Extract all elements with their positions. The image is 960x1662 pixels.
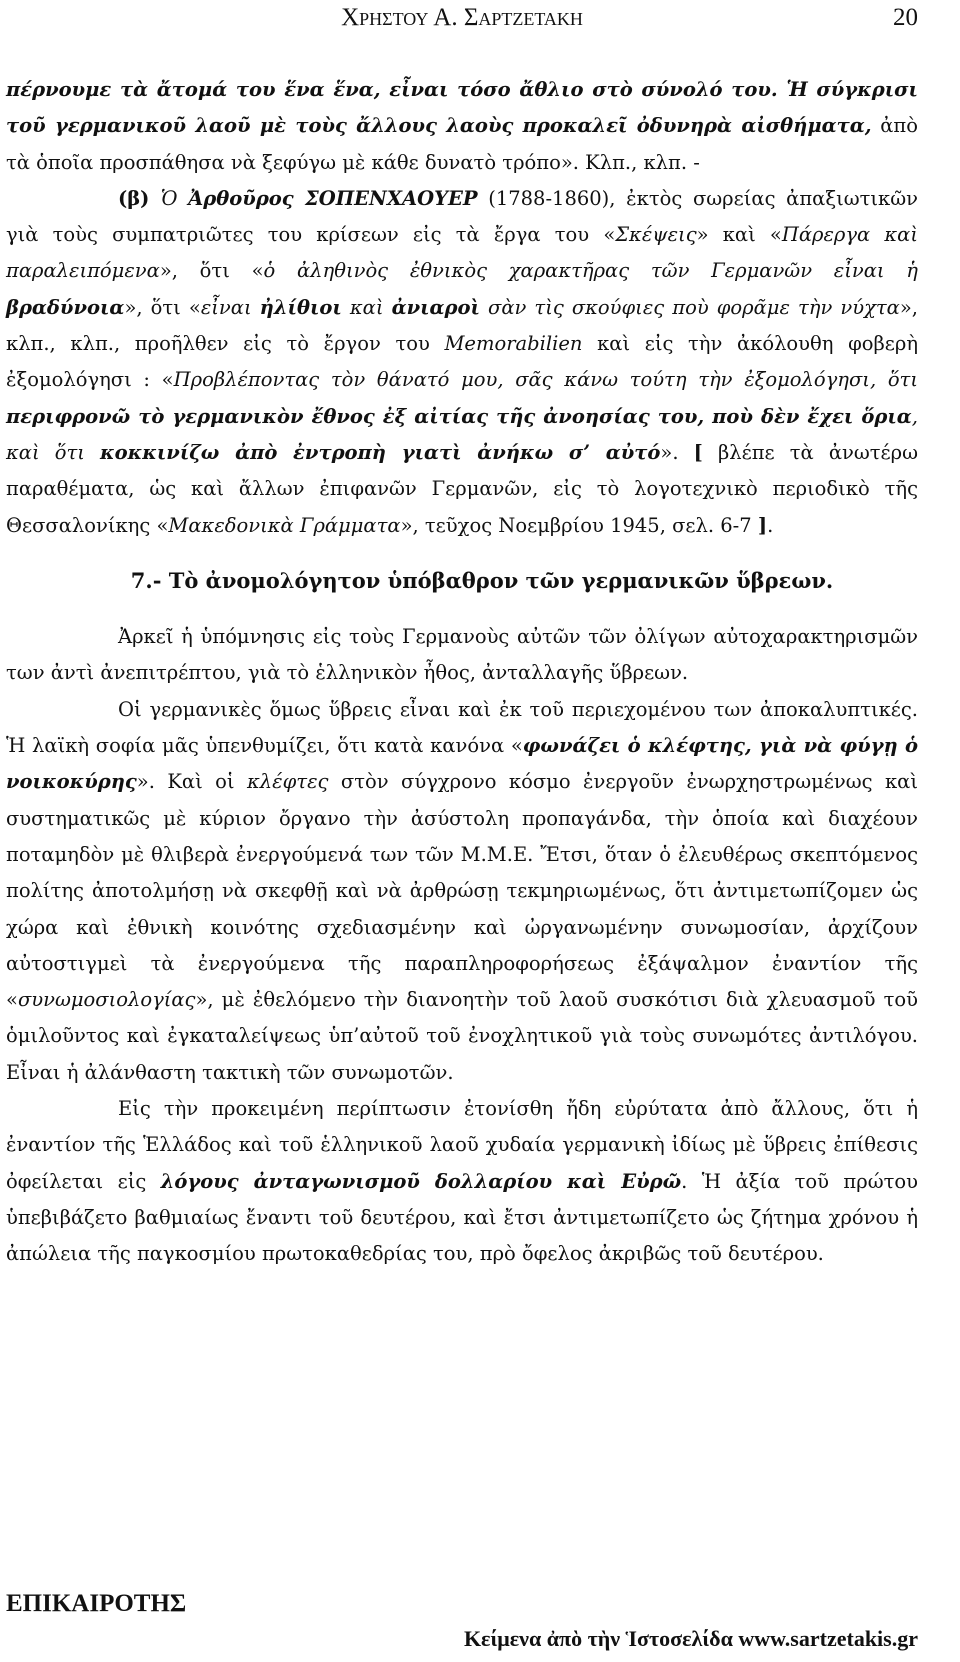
text-run: συνωμοσιολογίας (17, 988, 196, 1012)
text-run: . Ἡ ἀξία τοῦ πρώτου ὑπεβιβάζετο βαθμιαίως ἔναντι τοῦ δευτέρου, καὶ ἔτσι ἀντιμετωπίζετο ὡς ζήτημα χρόνου ἡ ἀπώλεια τῆς παγκοσμίου πρωτοκαθεδρίας του, πρὸ ὄφελος ἀκριβῶς τοῦ δευτέρου. (6, 1169, 918, 1266)
text-run: . (767, 513, 774, 537)
text-run: ] (757, 513, 768, 537)
text-run: », κλπ., κλπ., προῆλθεν εἰς τὸ ἔργον του (6, 295, 918, 356)
text-run: ». Καὶ οἱ (136, 770, 248, 794)
text-run: », μὲ ἐθελόμενο τὴν διανοητὴν τοῦ λαοῦ συσκότισι διὰ χλευασμοῦ τοῦ ὁμιλοῦντος καὶ ἐγκαταλείψεως ὑπ’αὐτοῦ τοῦ ἐνοχλητικοῦ γιὰ τοὺς συνωμότες ἀντιλόγου. Εἶναι ἡ ἀλάνθαστη τακτικὴ τῶν συνωμοτῶν. (6, 988, 918, 1084)
text-run: (1788-1860), ἐκτὸς σωρείας ἀπαξιωτικῶν γιὰ τοὺς συμπατριῶτες του κρίσεων εἰς τὰ ἔργα του « (6, 186, 919, 247)
text-run: ἀνιαροὶ (391, 295, 480, 319)
paragraph-5 (6, 1091, 918, 1272)
page-number: 20 (893, 4, 918, 31)
text-run: λόγους ἀνταγωνισμοῦ δολλαρίου καὶ Εὐρῶ (160, 1169, 682, 1193)
page-header (6, 0, 918, 36)
text-run: κλέφτες (247, 770, 329, 794)
text-run: Προβλέποντας τὸν θάνατό μου, σᾶς κάνω τούτη τὴν ἐξομολόγησι, ὅτι (173, 368, 918, 392)
text-run: [ (693, 440, 703, 464)
text-run: σὰν τὶς σκούφιες ποὺ φορᾶμε τὴν νύχτα (479, 295, 900, 319)
paragraph-1-quote: πέρνουμε τὰ ἄτομά του ἕνα ἕνα, εἶναι τόσο ἄθλιο στὸ σύνολό του. Ἡ σύγκρισι τοῦ γερμανικοῦ λαοῦ μὲ τοὺς ἄλλους λαοὺς προκαλεῖ ὀδυνηρὰ αἰσθήματα, (6, 78, 918, 138)
text-run: », ὅτι « (124, 295, 201, 319)
text-run: κοκκινίζω ἀπὸ ἐντροπὴ γιατὶ ἀνήκω σ’ αὐτό (100, 440, 661, 464)
text-run: στὸν σύγχρονο κόσμο ἐνεργοῦν ἐνωρχηστρωμένως καὶ συστηματικῶς μὲ κύριον ὄργανο τὴν ἀσύστολη προπαγάνδα, τὴν ὁποία καὶ διαχέουν ποταμηδὸν μὲ θλιβερὰ ἐνεργούμενά των τῶν Μ.Μ.Ε. Ἔτσι, ὅταν ὁ ἐλευθέρως σκεπτόμενος πολίτης ἀποτολμήσῃ νὰ σκεφθῇ καὶ νὰ ἀρθρώσῃ τεκμηριωμένως, ὅτι ἀντιμετωπίζομεν ὡς χώρα καὶ ἐθνικὴ κοινότης σχεδιασμένην καὶ ὠργανωμένην συνωμοσίαν, ἀρχίζουν αὐτοστιγμεὶ τὰ ἐνεργούμενα τῆς παραπληροφορήσεως ἐξάψαλμον ἐναντίον τῆς « (6, 770, 918, 1012)
text-run: Πάρεργα καὶ παραλειπόμενα (6, 223, 918, 283)
text-run: περιφρονῶ τὸ γερμανικὸν ἔθνος ἐξ αἰτίας τῆς ἀνοησίας του, ποὺ δὲν ἔχει ὅρια (6, 404, 912, 428)
text-run: » καὶ « (696, 223, 782, 247)
text-run: Σκέψεις (615, 223, 697, 247)
footer-publication: ΕΠΙΚΑΙΡΟΤΗΣ (6, 1590, 187, 1617)
text-run: ἠλίθιοι (259, 295, 342, 319)
paragraph-1 (6, 72, 918, 181)
section-heading: 7.- Τὸ ἀνομολόγητον ὑπόβαθρον τῶν γερμανικῶν ὕβρεων. (130, 567, 834, 593)
text-run: », τεῦχος Νοεμβρίου 1945, σελ. 6-7 (400, 513, 758, 537)
paragraph-2 (6, 181, 918, 544)
text-run: βραδύνοια (6, 295, 125, 319)
text-run: Ἀρθοῦρος ΣΟΠΕΝΧΑΟΥΕΡ (188, 186, 478, 210)
footer-source: Κείμενα ἀπὸ τὴν Ἱστοσελίδα www.sartzetakis.gr (463, 1626, 918, 1651)
text-run: (β) (118, 186, 161, 210)
text-run: ὁ ἀληθινὸς ἐθνικὸς χαρακτῆρας τῶν Γερμανῶν εἶναι ἡ (263, 259, 918, 283)
text-run: καὶ (341, 295, 392, 319)
text-run: Εἰς τὴν προκειμένη περίπτωσιν ἐτονίσθη ἤδη εὐρύτατα ἀπὸ ἄλλους, ὅτι ἡ ἐναντίον τῆς Ἑλλάδος καὶ τοῦ ἑλληνικοῦ λαοῦ χυδαία γερμανικὴ ἰδίως μὲ ὕβρεις ἐπίθεσις ὀφείλεται εἰς (6, 1097, 918, 1193)
text-run: φωνάζει ὁ κλέφτης, γιὰ νὰ φύγῃ ὁ νοικοκύρης (6, 734, 918, 794)
text-run: Ὁ (160, 186, 189, 210)
paragraph-4 (6, 692, 918, 1091)
paragraph-1-tail: ἀπὸ τὰ ὁποῖα προσπάθησα νὰ ξεφύγω μὲ κάθε δυνατὸ τρόπο». Κλπ., κλπ. - (6, 114, 918, 174)
text-run: καὶ εἰς τὴν ἀκόλουθη φοβερὴ ἐξομολόγησι : « (6, 332, 918, 392)
text-run: εἶναι (200, 295, 260, 319)
text-run: βλέπε τὰ ἀνωτέρω παραθέματα, ὡς καὶ ἄλλων ἐπιφανῶν Γερμανῶν, εἰς τὸ λογοτεχνικὸ περιοδικὸ τῆς Θεσσαλονίκης « (6, 440, 919, 537)
text-run: », ὅτι « (159, 259, 264, 283)
paragraph-3: Ἀρκεῖ ἡ ὑπόμνησις εἰς τοὺς Γερμανοὺς αὐτῶν τῶν ὀλίγων αὐτοχαρακτηρισμῶν των ἀντὶ ἀνεπιτρέπτου, γιὰ τὸ ἑλληνικὸν ἦθος, ἀνταλλαγῆς ὕβρεων. (6, 625, 918, 685)
text-run: ». (660, 440, 694, 464)
text-run: Μακεδονικὰ Γράμματα (168, 513, 401, 537)
document-body (6, 72, 918, 1273)
text-run: Memorabilien (444, 332, 583, 356)
text-run: Οἱ γερμανικὲς ὅμως ὕβρεις εἶναι καὶ ἐκ τοῦ περιεχομένου των ἀποκαλυπτικές. Ἡ λαϊκὴ σοφία μᾶς ὑπενθυμίζει, ὅτι κατὰ κανόνα « (6, 697, 918, 758)
header-author: Χρηστου Α. Σαρτζετακη (341, 4, 583, 31)
text-run: , καὶ ὅτι (6, 404, 918, 464)
